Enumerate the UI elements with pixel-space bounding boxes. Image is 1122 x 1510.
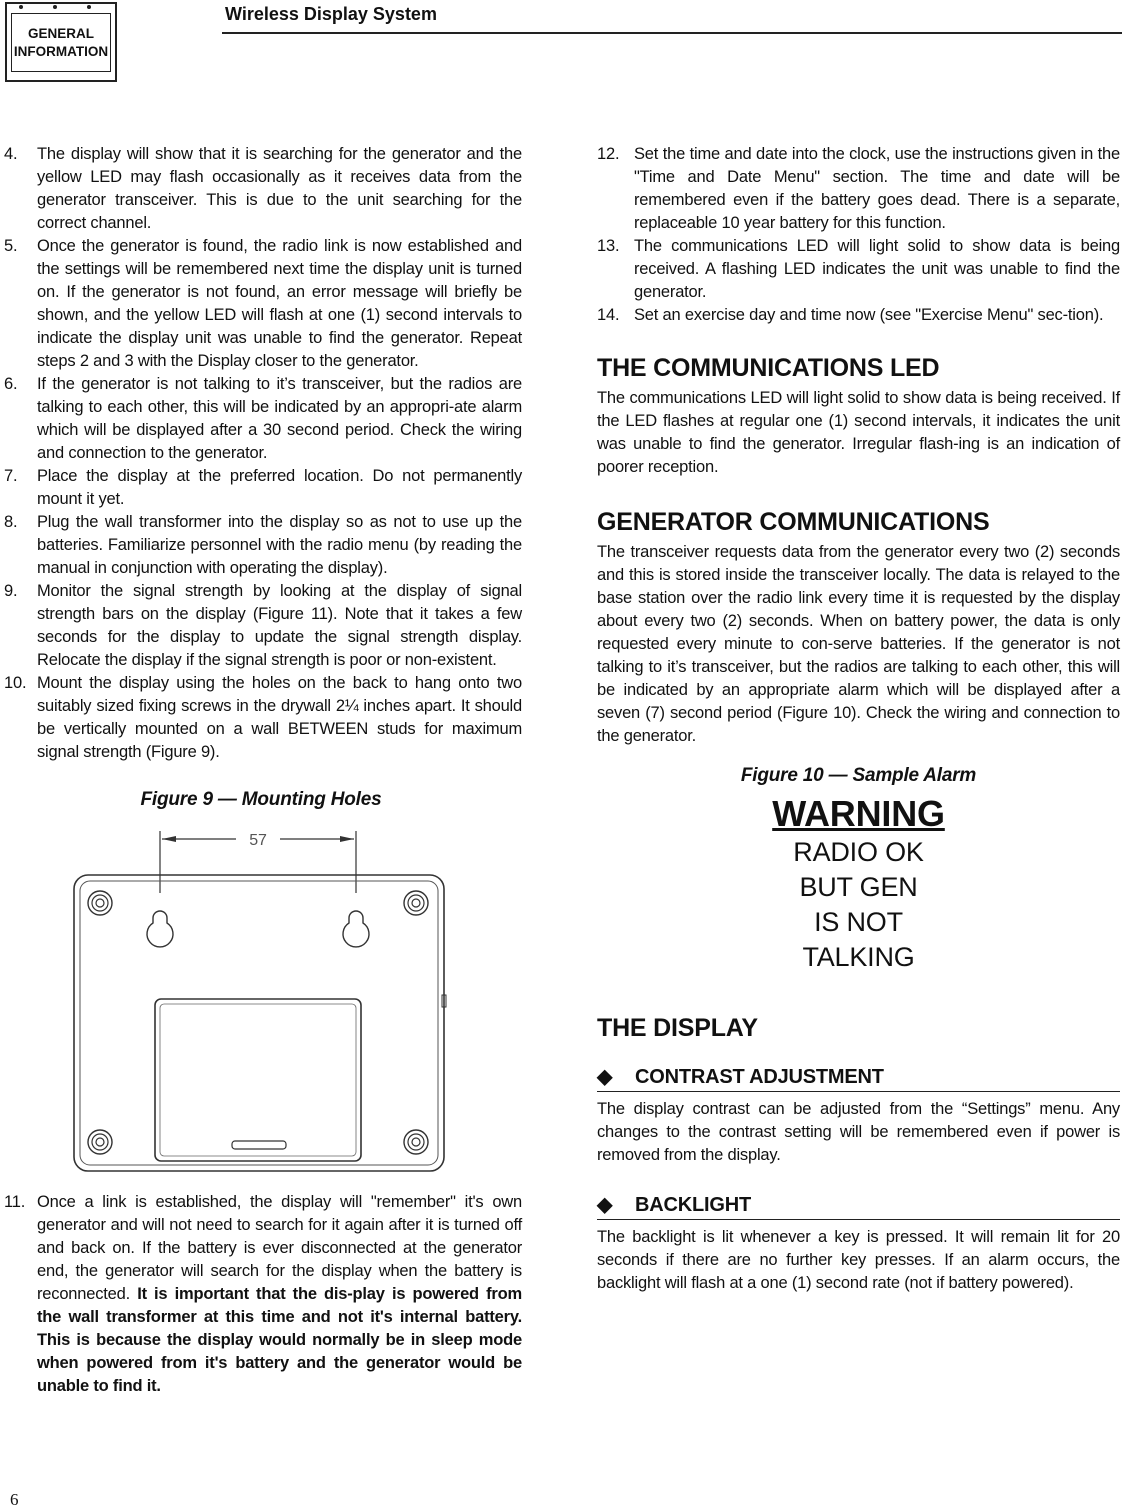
alarm-title: WARNING — [772, 793, 945, 834]
contrast-subheading-label: CONTRAST ADJUSTMENT — [635, 1066, 884, 1088]
item-number: 6. — [4, 375, 18, 393]
contrast-subheading — [597, 1065, 1120, 1092]
list-item — [0, 373, 522, 465]
corner-screw-icon — [404, 891, 428, 915]
tab-dot-icon — [19, 5, 23, 9]
backlight-subheading — [597, 1193, 1120, 1220]
item-number: 4. — [4, 145, 18, 163]
list-item — [0, 465, 522, 511]
tab-line-1: GENERAL — [27, 25, 94, 41]
item-text: Place the display at the preferred location. Do not permanently mount it yet. — [37, 467, 522, 508]
item-text: The communications LED will light solid to show data is being received. A flashing LED indicates the unit was unable to find the generator. — [634, 237, 1120, 301]
list-item — [0, 1191, 522, 1398]
display-back-outline — [74, 875, 444, 1171]
corner-screw-icon — [88, 891, 112, 915]
list-item — [0, 672, 522, 764]
alarm-line: IS NOT — [814, 907, 903, 937]
item-number: 10. — [4, 674, 27, 692]
item-text: Monitor the signal strength by looking at the display of signal strength bars on the display (Figure 11). Note that it takes a few seconds for the display to update the signal strength display. Relocate the display if the signal strength is poor or non-existent. — [37, 582, 522, 669]
dimension-label: 57 — [249, 832, 267, 849]
alarm-line: RADIO OK — [793, 837, 924, 867]
keyhole-mount-icon — [343, 911, 369, 947]
figure-9-caption: Figure 9 — Mounting Holes — [140, 789, 382, 810]
header-divider — [222, 32, 1122, 34]
item-text: Set the time and date into the clock, use the instructions given in the "Time and Date Menu" section. The time and date will be remembered even if the battery goes dead. There is a separate, replaceable 10 year battery for this function. — [634, 145, 1120, 232]
right-column — [597, 143, 1120, 1295]
document-title: Wireless Display System — [225, 4, 437, 24]
arrow-left-icon — [162, 836, 176, 842]
section-tab — [5, 2, 117, 82]
item-number: 8. — [4, 513, 18, 531]
diamond-bullet-icon: ◆ — [597, 1066, 613, 1088]
item-number: 11. — [4, 1193, 26, 1211]
gen-comm-heading: GENERATOR COMMUNICATIONS — [597, 508, 990, 536]
left-column — [0, 143, 522, 1398]
corner-screw-icon — [404, 1130, 428, 1154]
list-item — [0, 511, 522, 580]
comm-led-heading: THE COMMUNICATIONS LED — [597, 354, 940, 382]
item-number: 5. — [4, 237, 18, 255]
item-text: Once a link is established, the display will "remember" it's own generator and will not need to search for it again after it is turned off and back on. If the battery is ever disconnected at the generator end, the generator will search for the display when the battery is reconnected. — [37, 1193, 522, 1303]
backlight-subheading-label: BACKLIGHT — [635, 1194, 751, 1216]
item-number: 12. — [597, 145, 620, 163]
item-number: 14. — [597, 306, 620, 324]
gen-comm-text: The transceiver requests data from the generator every two (2) seconds and this is stored inside the transceiver locally. The data is relayed to the base station over the radio link every time it is requested by the display about every two (2) seconds. When on battery power, the data is only requested every minute to con-serve batteries. If the generator is not talking to it’s transceiver, but the radios are talking to each other, this will be indicated by an appropriate alarm which will be displayed after a seven (7) second period (Figure 10). Check the wiring and connection to the generator. — [597, 543, 1120, 745]
backlight-text: The backlight is lit whenever a key is pressed. It will remain lit for 20 seconds if there are no further key presses. If an alarm occurs, the backlight will flash at a one (1) second rate (not if battery powered). — [597, 1228, 1120, 1292]
item-text: The display will show that it is searching for the generator and the yellow LED may flash occasionally as it receives data from the generator transceiver. This is due to the unit searching for the correct channel. — [37, 145, 522, 232]
tab-dot-icon — [87, 5, 91, 9]
list-item — [597, 235, 1120, 304]
battery-compartment — [155, 999, 361, 1161]
sample-alarm — [597, 793, 1120, 975]
item-text: Once the generator is found, the radio link is now established and the settings will be remembered next time the display unit is turned on. If the generator is not found, an error message will briefly be shown, and the yellow LED will flash at one (1) second intervals to indicate the display unit was unable to find the generator. Repeat steps 2 and 3 with the Display closer to the generator. — [37, 237, 522, 370]
item-text: Mount the display using the holes on the back to hang onto two suitably sized fixing screws in the drywall 2¼ inches apart. It should be vertically mounted on a wall BETWEEN studs for maximum signal strength (Figure 9). — [37, 674, 522, 761]
item-text: If the generator is not talking to it’s transceiver, but the radios are talking to each other, this will be indicated by an appropri-ate alarm which will be displayed after a 30 second period. Check the wiring and connection to the generator. — [37, 375, 522, 462]
comm-led-text: The communications LED will light solid to show data is being received. If the LED flashes at regular one (1) second intervals, it indicates the unit was unable to find the generator. Irregular flash-ing is an indication of poorer reception. — [597, 389, 1120, 476]
item-text: Plug the wall transformer into the display so as not to use up the batteries. Familiarize personnel with the radio menu (by reading the manual in conjunction with operating the display). — [37, 513, 522, 577]
keyhole-mount-icon — [147, 911, 173, 947]
item-text-emphasis: It is important that the dis-play is powered from the wall transformer at this time and not it's internal battery. This is because the display would normally be in sleep mode when powered from it's battery and the generator would be unable to find it. — [37, 1285, 522, 1395]
battery-latch — [232, 1141, 286, 1149]
display-heading: THE DISPLAY — [597, 1014, 758, 1042]
arrow-right-icon — [340, 836, 354, 842]
contrast-text: The display contrast can be adjusted from the “Settings” menu. Any changes to the contrast setting will be remembered even if power is removed from the display. — [597, 1100, 1120, 1164]
tab-dot-icon — [53, 5, 57, 9]
page-number: 6 — [10, 1490, 19, 1509]
alarm-line: TALKING — [802, 942, 915, 972]
item-text: Set an exercise day and time now (see "Exercise Menu" sec-tion). — [634, 306, 1104, 324]
battery-compartment-inner — [160, 1004, 356, 1156]
section-tab-label — [11, 13, 111, 72]
item-number: 7. — [4, 467, 18, 485]
item-number: 13. — [597, 237, 620, 255]
corner-screw-icon — [88, 1130, 112, 1154]
item-number: 9. — [4, 582, 18, 600]
list-item — [597, 143, 1120, 235]
list-item — [0, 580, 522, 672]
list-item — [0, 235, 522, 373]
list-item — [0, 143, 522, 235]
tab-line-2: INFORMATION — [13, 43, 109, 59]
mounting-holes-diagram — [0, 825, 522, 1173]
diamond-bullet-icon: ◆ — [597, 1194, 613, 1216]
display-back-inner-outline — [80, 881, 438, 1165]
list-item — [597, 304, 1120, 327]
figure-10-caption: Figure 10 — Sample Alarm — [740, 765, 977, 786]
alarm-line: BUT GEN — [799, 872, 918, 902]
